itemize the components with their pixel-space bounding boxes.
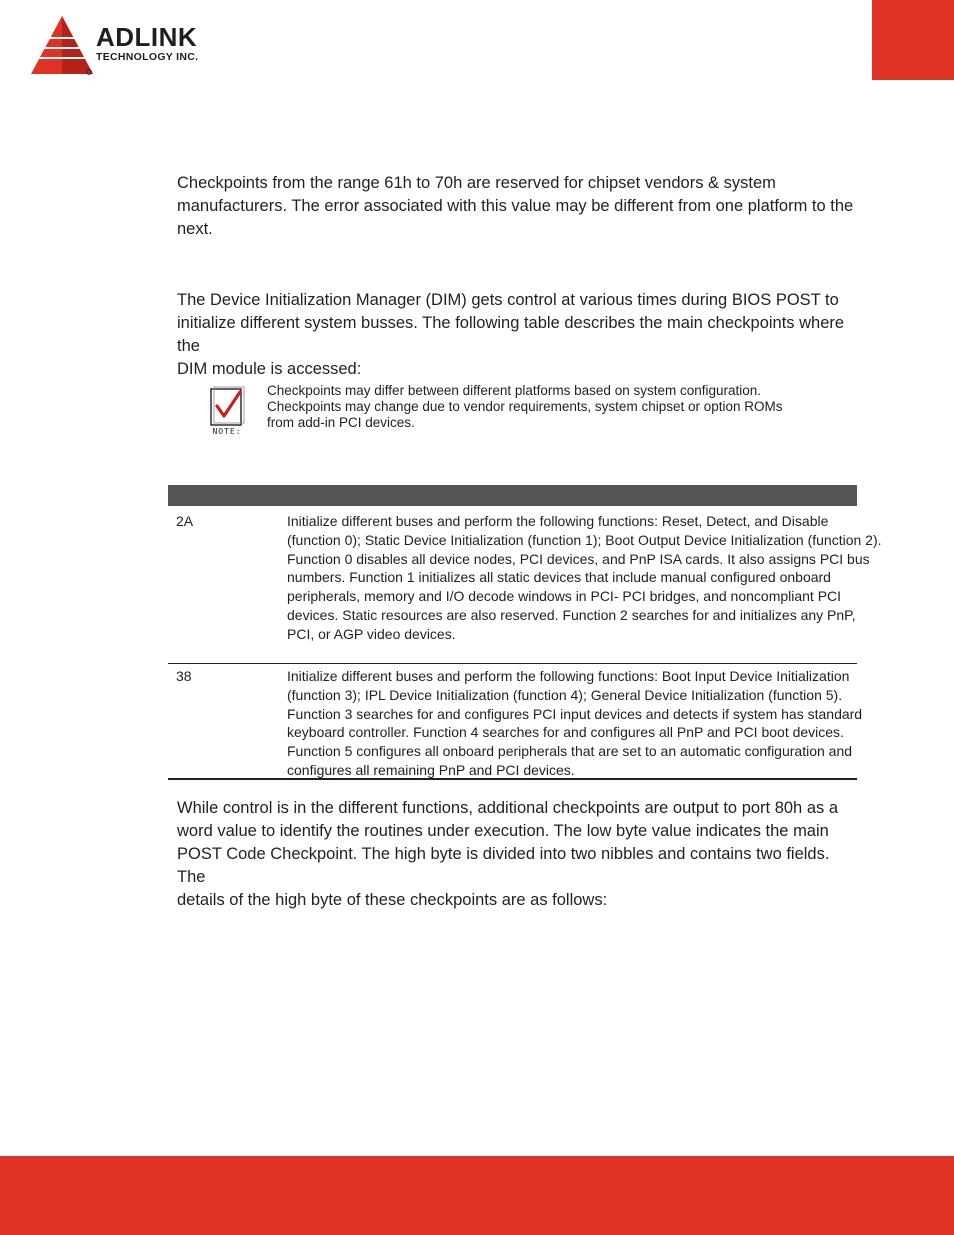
text-line: POST Code Checkpoint. The high byte is divided into two nibbles and contains two fields. The (177, 845, 830, 886)
adlink-logo (29, 14, 229, 78)
description-line: Initialize different buses and perform the following functions: Boot Input Device Initialization (287, 668, 850, 684)
description-line: Initialize different buses and perform the following functions: Reset, Detect, and Disable (287, 513, 829, 529)
description-line: configures all remaining PnP and PCI devices. (287, 761, 575, 778)
note-line: Checkpoints may differ between different platforms based on system configuration. (267, 383, 762, 398)
description-line: (function 3); IPL Device Initialization (function 4); General Device Initialization (function 5). (287, 686, 843, 703)
description-line: Function 0 disables all device nodes, PCI devices, and PnP ISA cards. It also assigns PCI bus (287, 550, 870, 567)
checkpoint-code: 2A (176, 513, 194, 529)
text-line: manufacturers. The error associated with this value may be different from one platform to the next. (177, 197, 854, 238)
logo-subtitle: TECHNOLOGY INC. (96, 51, 199, 63)
text-line: Checkpoints from the range 61h to 70h are reserved for chipset vendors & system (177, 174, 776, 192)
dim-checkpoints-table (168, 485, 882, 780)
text-line: The Device Initialization Manager (DIM) gets control at various times during BIOS POST to (177, 291, 839, 309)
logo-name: ADLINK (96, 22, 198, 52)
note-line: from add-in PCI devices. (267, 415, 415, 430)
paragraph-high-byte (177, 797, 857, 912)
description-line: Function 5 configures all onboard peripherals that are set to an automatic configuration and (287, 743, 853, 760)
paragraph-dim-intro (177, 289, 857, 381)
table-row (168, 664, 863, 780)
description-line: peripherals, memory and I/O decode windows in PCI- PCI bridges, and noncompliant PCI (287, 588, 842, 605)
description-line: devices. Static resources are also reserved. Function 2 searches for and initializes any PnP, (287, 606, 856, 623)
note-line: Checkpoints may change due to vendor requirements, system chipset or option ROMs (267, 399, 783, 414)
note-text (267, 383, 827, 431)
note-icon-label: NOTE: (212, 427, 242, 436)
text-line: While control is in the different functions, additional checkpoints are output to port 80h as a (177, 799, 839, 817)
table-header (168, 485, 857, 506)
text-line: initialize different system busses. The following table describes the main checkpoints where the (177, 314, 845, 355)
paragraph-reserved-checkpoints (177, 172, 857, 241)
header-red-tab (872, 0, 954, 80)
footer-red-bar (0, 1156, 954, 1235)
description-line: keyboard controller. Function 4 searches for and configures all PnP and PCI boot devices. (287, 724, 844, 741)
description-line: Function 3 searches for and configures PCI input devices and detects if system has standard (287, 705, 863, 722)
checkpoint-description (287, 664, 863, 778)
description-line: numbers. Function 1 initializes all static devices that include manual configured onboard (287, 569, 831, 586)
text-line: details of the high byte of these checkpoints are as follows: (177, 891, 608, 909)
adlink-triangle-icon (29, 14, 95, 78)
text-line: word value to identify the routines under execution. The low byte value indicates the main (177, 822, 829, 840)
text-line: DIM module is accessed: (177, 360, 362, 378)
description-line: PCI, or AGP video devices. (287, 625, 456, 642)
table-row (168, 506, 882, 664)
checkpoint-description (287, 506, 882, 663)
note-checkmark-icon (207, 386, 247, 436)
checkpoint-code: 38 (176, 668, 192, 684)
description-line: (function 0); Static Device Initialization (function 1); Boot Output Device Initialization (function 2). (287, 531, 882, 548)
